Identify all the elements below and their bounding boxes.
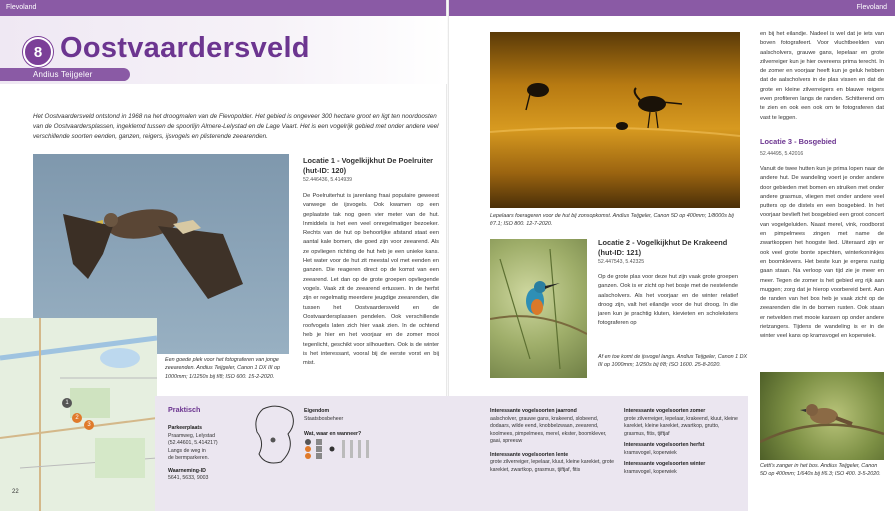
owner-heading: Eigendom — [304, 408, 330, 414]
practical-title: Praktisch — [168, 405, 201, 414]
map-marker-3: 3 — [84, 420, 94, 430]
summer-species: grote zilverreiger, lepelaar, krakeend, kluut, kleine karekiet, kleine karekiet, zwartkop, grutto, grasmus, fitis, tjiftjaf — [624, 415, 738, 437]
spoonbill-photo — [490, 32, 740, 208]
parking-heading: Parkeerplaats — [168, 425, 203, 431]
parking-line-2: (52.44601, 5.414217) — [168, 440, 218, 446]
obs-id-heading: Waarneming-ID — [168, 467, 206, 474]
location-1-text: De Poelruiterhut is jarenlang fraai populaire geweest vanwege de ijsvogels. Ook kwamen op een geplaatste tak nog geen vier meter van de hut. Inmiddels is het een veel onregelmatiger bezoeker. Rechts van de hut op behoorlijke afstand staat een aantal kale bomen, die goed zijn voor zeearend. Als ze opvliegen richting de hut heb je een unieke kans. Het water voor de hut zit meestal vol met eenden en ganzen. Die reageren direct op de komst van een zeearend. Let dan op de grote groepen opvliegende vogels. Vaak zit de zeearend ertussen. In de herfst zijn er regelmatig meerdere jeugdige zeearenden, die tussen het Oostvaardersveld en de Oostvaardersplassen pendelen. Ook verschillende roofvogels laten zich hier vaak zien. In de ochtend heb je hier en het voorjaar en de zomer mooi tegenlicht, geschikt voor silhouetten. Ook is de winter is het interessant, vooral bij de eerste vorst en bij mist. — [303, 193, 439, 367]
summer-heading: Interessante vogelsoorten zomer — [624, 408, 706, 414]
right-column-text-bottom: Vanuit de twee hutten kun je prima lopen naar de andere hut. De wandeling voert je onder andere door gebieden met bomen en struiken met onder andere grasmus, vliegen met onder andere veel putters op de distels en een bosgebied. In het voorjaar bevlieft het bosgebied een groot concert van vogelgeluiden. Naast merel, vink, roodborst en pimpelmees zingen met name de zwartkoppen het hoogste lied. Uiteraard zijn er ook veel grote bonte spechten, winterkoninkjes en boomklevers. Het beste kun je ergens rustig gaan staan. Na verloop van tijd zie je meer en meer. Tegen de zomer is het gebied erg rijk aan muggen; zorg dat je hierop voorbereid bent. Aan de randen van het bos heb je vaak zicht op de zeearenden die in de bomen rusten. Ook staan er netvelden met mooie kansen op onder andere rietzangers. Tijdens de wandeling is er in de winter veel kans op kramsvogel en koperwiek. — [760, 166, 884, 340]
warbler-photo — [760, 372, 884, 460]
chapter-number-badge: 8 — [23, 37, 53, 67]
page-title: Oostvaardersveld — [60, 32, 310, 64]
parking-line-4: de bermparkeren. — [168, 455, 209, 461]
right-column-text-top: en bij het eilandje. Nadeel is wel dat je iets van boven fotografeert. Voor vluchtbeelden van aalscholvers, grauwe gans, lepelaar en grote zilverreiger kun je hier overeens prima terecht. In de zomer en voorjaar heeft kun je geluk hebben dat de aalscholvers in de plas vissen en dat de grote en kleine zilverreigers en blauwe reigers even profiteren langs de randen. Schitterend om te zien en ook een ook om te fotograferen dat vast te leggen. — [760, 31, 884, 121]
what-where-when-heading: Wat, waar en wanneer? — [304, 431, 362, 437]
autumn-species: kramsvogel, koperwiek — [624, 449, 677, 456]
location-1-title: Locatie 1 - Vogelkijkhut De Poelruiter (hut-ID: 120) — [303, 156, 434, 175]
owner-block — [304, 408, 379, 439]
location-3-coords: 52.44495, 5.42016 — [760, 151, 804, 157]
page-number: 22 — [12, 489, 19, 495]
location-1-coords: 52.446436, 5.414939 — [303, 177, 353, 183]
author-name: Andius Teijgeler — [33, 70, 93, 79]
season-icons-grid — [304, 438, 379, 460]
warbler-photo-caption: Cetti's zanger in het bos. Andius Teijgeler, Canon 5D op 400mm; 1/640s bij f/6.3; ISO 400. 3-5-2020. — [760, 463, 881, 478]
obs-id-values: 5641, 5633, 9003 — [168, 475, 209, 481]
eagle-photo-caption: Een goede plek voor het fotograferen van jonge zeearenden. Andius Teijgeler, Canon 1 DX III op 1000mm; 1/1250s bij f/8; ISO 600. 15-2-2020. — [165, 357, 280, 380]
spring-species: grote zilverreiger, lepelaar, kluut, kleine karekiet, grote karekiet, zwartkop, grasmus, tjiftjaf, fitis — [490, 459, 614, 473]
map-marker-1: 1 — [62, 398, 72, 408]
winter-species: kramsvogel, koperwiek — [624, 468, 677, 475]
left-region-label: Flevoland — [6, 4, 37, 11]
summer-species-block — [624, 408, 742, 476]
location-2-coords: 52.447543, 5.42325 — [598, 259, 645, 265]
area-map — [0, 318, 157, 511]
intro-paragraph: Het Oostvaardersveld ontstond in 1968 na het droogmalen van de Flevopolder. Het gebied is ongeveer 300 hectare groot en ligt ten noordoosten van de Oostvaardersplassen, ingeklemd tussen de spoorlijn Almere-Lelystad en de Lage Vaart. Het is een vogelrijk gebied met onder andere veel verschillende soorten eenden, ganzen, reigers, ijsvogels en plisterende zeearenden. — [33, 113, 439, 140]
location-2-text: Op de grote plas voor deze hut zijn vaak grote groepen ganzen. Ook is er zicht op het bosje met de nestelende aalscholvers. Als het voorjaar en de winter relatief droog zijn, valt het eilandje voor de hut droog. In die jaren kun je prachtig kluten, kievieten en scholeksters fotograferen op — [598, 274, 738, 327]
left-region-bar — [0, 0, 447, 16]
winter-heading: Interessante vogelsoorten winter — [624, 461, 706, 467]
spoonbill-silhouettes — [490, 32, 740, 208]
kingfisher-photo — [490, 239, 587, 378]
kingfisher-photo-caption: Af en toe komt de ijsvogel langs. Andius Teijgeler, Canon 1 DX III op 1000mm; 1/250s bij f/8; ISO 1600. 25-8-2020. — [598, 354, 748, 369]
parking-block — [168, 425, 248, 483]
parking-line-1: Praamweg, Lelystad — [168, 432, 215, 439]
owner-value: Staatsbosbeheer — [304, 415, 344, 422]
right-region-bar — [449, 0, 895, 16]
map-marker-2: 2 — [72, 413, 82, 423]
warbler-illustration — [760, 372, 884, 460]
location-3-title: Locatie 3 - Bosgebied — [760, 137, 837, 146]
parking-line-3: Langs de weg in — [168, 447, 206, 454]
right-region-label: Flevoland — [856, 4, 887, 11]
year-round-heading: Interessante vogelsoorten jaarrond — [490, 408, 577, 414]
autumn-heading: Interessante vogelsoorten herfst — [624, 442, 705, 448]
location-2-title: Locatie 2 - Vogelkijkhut De Krakeend (hut-ID: 121) — [598, 238, 728, 257]
spring-heading: Interessante vogelsoorten lente — [490, 451, 569, 458]
year-round-species: aalscholver, grauwe gans, krakeend, slobeend, dodaars, wilde eend, knobbelzwaan, zeearend, koolmees, pimpelmees, merel, ekster, boomklever, gaai, spreeuw — [490, 415, 607, 444]
year-round-species-block — [490, 408, 615, 474]
kingfisher-illustration — [490, 239, 587, 378]
area-outline-icon — [253, 404, 298, 466]
spoonbill-photo-caption: Lepelaars foerageren voor de hut bij zonsopkomst. Andius Teijgeler, Canon 5D op 400mm; 1/8000s bij f/7.1; ISO 800. 12-7-2020. — [490, 213, 734, 228]
